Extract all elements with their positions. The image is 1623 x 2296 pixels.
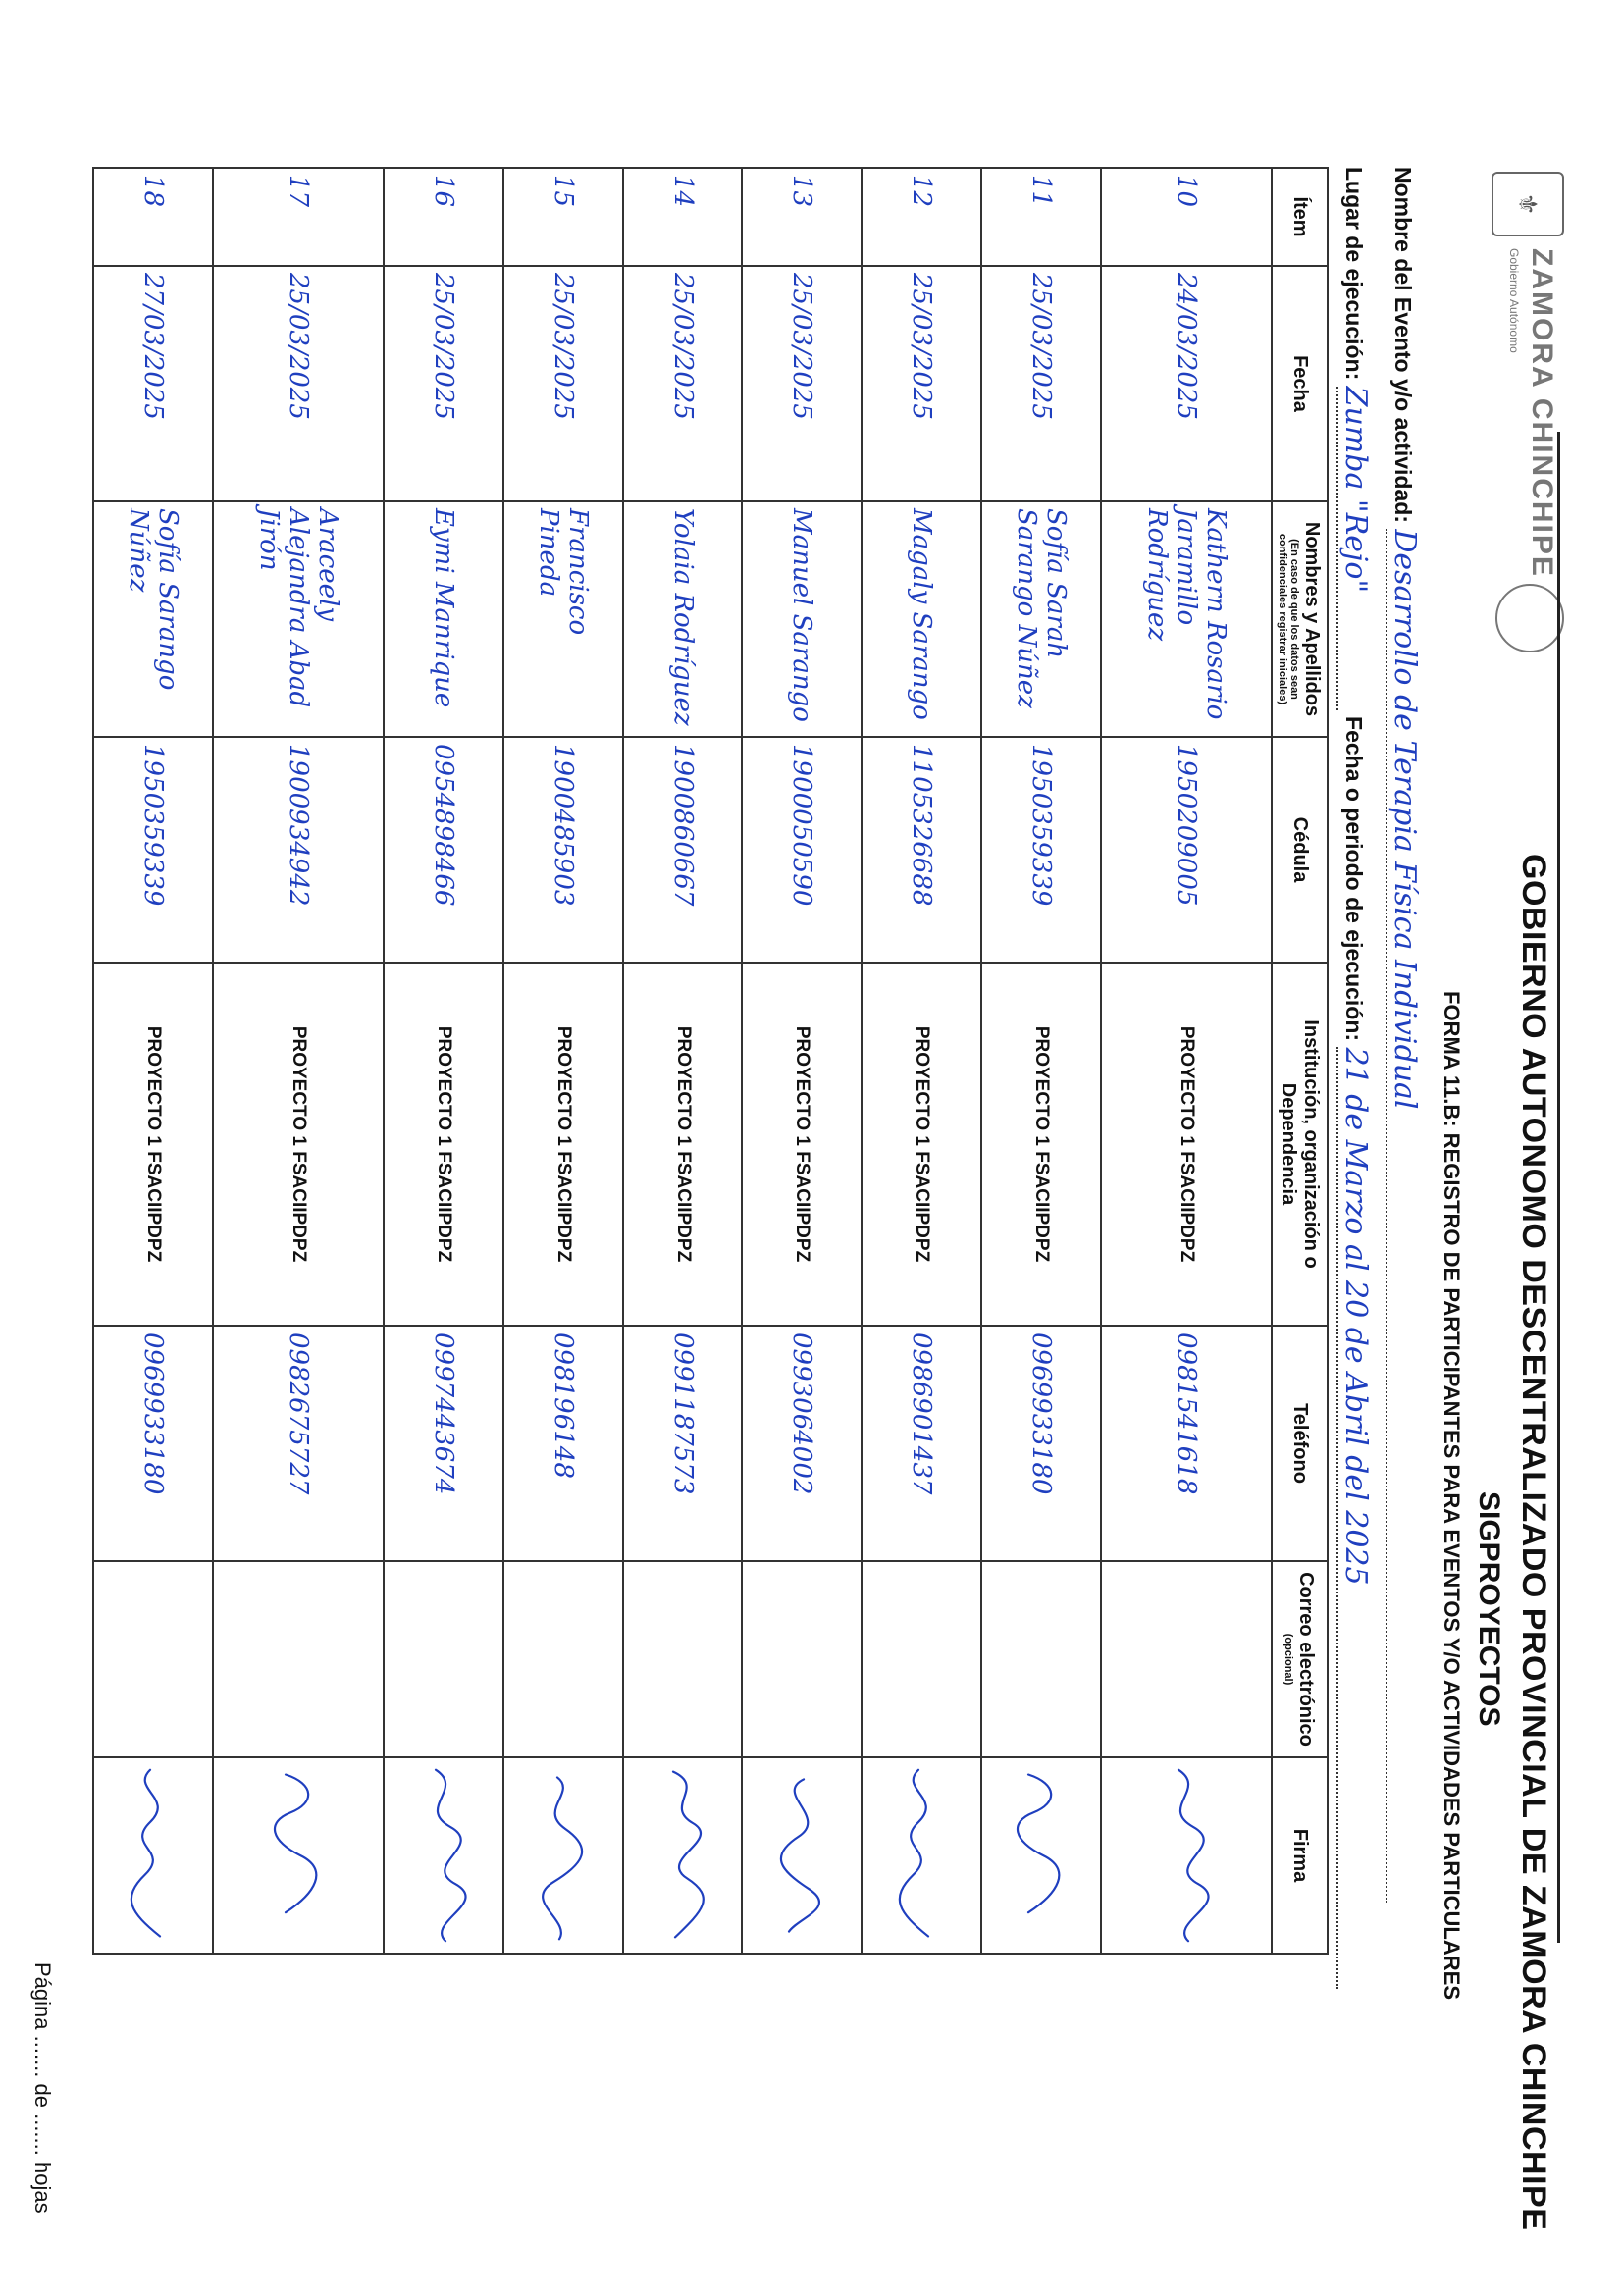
nombre-cell: Kathern Rosario Jaramillo Rodríguez — [1101, 501, 1272, 737]
institucion-cell: PROYECTO 1 FSACIIPDPZ — [213, 963, 384, 1326]
signature-cell — [981, 1757, 1101, 1954]
cedula-cell: 1950359339 — [981, 737, 1101, 963]
handwritten-signature — [267, 1760, 330, 1951]
place-value: Zumba "Rejo" — [1338, 386, 1373, 594]
signature-cell — [213, 1757, 384, 1954]
correo-cell — [981, 1561, 1101, 1757]
handwritten-signature — [890, 1760, 953, 1951]
table-row — [384, 168, 503, 1954]
nombre-cell: Francisco Pineda — [503, 501, 623, 737]
signature-cell — [862, 1757, 981, 1954]
table-row — [503, 168, 623, 1954]
fecha-cell: 25/03/2025 — [623, 266, 743, 501]
handwritten-signature — [532, 1760, 595, 1951]
institucion-cell: PROYECTO 1 FSACIIPDPZ — [1101, 963, 1272, 1326]
cedula-cell: 1900860667 — [623, 737, 743, 963]
place-label: Lugar de ejecución: — [1341, 167, 1367, 381]
table-row — [93, 168, 213, 1954]
header-correo-note: (opcional) — [1283, 1633, 1294, 1686]
table-row — [623, 168, 743, 1954]
telefono-cell: 0969933180 — [93, 1326, 213, 1561]
header-cedula: Cédula — [1272, 737, 1328, 963]
execution-field — [1336, 167, 1373, 1989]
form-title: FORMA 11.B: REGISTRO DE PARTICIPANTES PARA EVENTOS Y/O ACTIVIDADES PARTICULARES — [1440, 991, 1464, 2000]
institucion-cell: PROYECTO 1 FSACIIPDPZ — [503, 963, 623, 1326]
participants-table — [92, 167, 1329, 1955]
date-value: 21 de Marzo al 20 de Abril del 2025 — [1338, 1047, 1373, 1586]
table-row — [862, 168, 981, 1954]
signature-cell — [742, 1757, 862, 1954]
table-row — [981, 168, 1101, 1954]
cedula-cell: 1950209005 — [1101, 737, 1272, 963]
cedula-cell: 1105326688 — [862, 737, 981, 963]
header-nombres-label: Nombres y Apellidos — [1301, 521, 1323, 717]
item-cell: 17 — [213, 168, 384, 266]
signature-cell — [384, 1757, 503, 1954]
header-institucion: Institución, organización o Dependencia — [1272, 963, 1328, 1326]
institucion-cell: PROYECTO 1 FSACIIPDPZ — [742, 963, 862, 1326]
page-title: GOBIERNO AUTONOMO DESCENTRALIZADO PROVINCIAL DE ZAMORA CHINCHIPE — [1515, 854, 1552, 2231]
telefono-cell: 0993064002 — [742, 1326, 862, 1561]
table-header-row — [1272, 168, 1328, 1954]
institucion-cell: PROYECTO 1 FSACIIPDPZ — [623, 963, 743, 1326]
event-name-label: Nombre del Evento y/o actividad: — [1390, 167, 1416, 523]
handwritten-signature — [770, 1760, 833, 1951]
item-cell: 14 — [623, 168, 743, 266]
institucion-cell: PROYECTO 1 FSACIIPDPZ — [93, 963, 213, 1326]
telefono-cell: 0982675727 — [213, 1326, 384, 1561]
nombre-cell: Araceely Alejandra Abad Jirón — [213, 501, 384, 737]
fecha-cell: 25/03/2025 — [742, 266, 862, 501]
fecha-cell: 25/03/2025 — [503, 266, 623, 501]
correo-cell — [213, 1561, 384, 1757]
institucion-cell: PROYECTO 1 FSACIIPDPZ — [981, 963, 1101, 1326]
coat-of-arms-icon: ⚜ — [1492, 172, 1564, 236]
correo-cell — [384, 1561, 503, 1757]
telefono-cell: 0997443674 — [384, 1326, 503, 1561]
fecha-cell: 25/03/2025 — [384, 266, 503, 501]
event-name-field — [1386, 167, 1422, 1903]
header-fecha: Fecha — [1272, 266, 1328, 501]
correo-cell — [1101, 1561, 1272, 1757]
telefono-cell: 0986901437 — [862, 1326, 981, 1561]
fecha-cell: 25/03/2025 — [213, 266, 384, 501]
nombre-cell: Sofía Sarah Sarango Núñez — [981, 501, 1101, 737]
correo-cell — [862, 1561, 981, 1757]
cedula-cell: 0954898466 — [384, 737, 503, 963]
seal-icon — [1495, 584, 1564, 652]
table-row — [742, 168, 862, 1954]
telefono-cell: 098196148 — [503, 1326, 623, 1561]
telefono-cell: 0991187573 — [623, 1326, 743, 1561]
item-cell: 15 — [503, 168, 623, 266]
fecha-cell: 25/03/2025 — [981, 266, 1101, 501]
logo-subtext: Gobierno Autónomo — [1507, 248, 1521, 353]
signature-cell — [93, 1757, 213, 1954]
handwritten-signature — [652, 1760, 714, 1951]
nombre-cell: Sofía Sarango Núñez — [93, 501, 213, 737]
header-correo — [1272, 1561, 1328, 1757]
item-cell: 10 — [1101, 168, 1272, 266]
handwritten-signature — [1010, 1760, 1073, 1951]
nombre-cell: Manuel Sarango — [742, 501, 862, 737]
date-label: Fecha o periodo de ejecución: — [1341, 716, 1367, 1042]
page-subtitle: SIGPROYECTOS — [1473, 1491, 1505, 1727]
table-row — [213, 168, 384, 1954]
signature-cell — [503, 1757, 623, 1954]
nombre-cell: Eymi Manrique — [384, 501, 503, 737]
cedula-cell: 1900050590 — [742, 737, 862, 963]
fecha-cell: 25/03/2025 — [862, 266, 981, 501]
handwritten-signature — [1155, 1760, 1218, 1951]
header-item: Ítem — [1272, 168, 1328, 266]
logo-text: ZAMORA CHINCHIPE — [1526, 248, 1558, 578]
signature-cell — [623, 1757, 743, 1954]
correo-cell — [623, 1561, 743, 1757]
cedula-cell: 1900485903 — [503, 737, 623, 963]
signature-cell — [1101, 1757, 1272, 1954]
item-cell: 18 — [93, 168, 213, 266]
header-firma: Firma — [1272, 1757, 1328, 1954]
item-cell: 13 — [742, 168, 862, 266]
nombre-cell: Magaly Sarango — [862, 501, 981, 737]
telefono-cell: 0981541618 — [1101, 1326, 1272, 1561]
header-correo-label: Correo electrónico — [1295, 1572, 1317, 1747]
header-nombres-note: (En caso de que los datos sean confidenciales registrar iniciales) — [1277, 533, 1300, 705]
header-nombres — [1272, 501, 1328, 737]
header-rule — [1557, 432, 1560, 1943]
institucion-cell: PROYECTO 1 FSACIIPDPZ — [384, 963, 503, 1326]
cedula-cell: 1950359339 — [93, 737, 213, 963]
correo-cell — [93, 1561, 213, 1757]
telefono-cell: 0969933180 — [981, 1326, 1101, 1561]
header-telefono: Teléfono — [1272, 1326, 1328, 1561]
handwritten-signature — [412, 1760, 475, 1951]
item-cell: 12 — [862, 168, 981, 266]
header-logos — [1486, 172, 1564, 633]
item-cell: 11 — [981, 168, 1101, 266]
nombre-cell: Yolaia Rodríguez — [623, 501, 743, 737]
fecha-cell: 24/03/2025 — [1101, 266, 1272, 501]
cedula-cell: 1900934942 — [213, 737, 384, 963]
table-row — [1101, 168, 1272, 1954]
fecha-cell: 27/03/2025 — [93, 266, 213, 501]
page-counter: Página ....... de ....... hojas — [30, 1962, 55, 2214]
item-cell: 16 — [384, 168, 503, 266]
correo-cell — [503, 1561, 623, 1757]
correo-cell — [742, 1561, 862, 1757]
institucion-cell: PROYECTO 1 FSACIIPDPZ — [862, 963, 981, 1326]
handwritten-signature — [122, 1760, 184, 1951]
event-name-value: Desarrollo de Terapia Física Individual — [1387, 529, 1422, 1110]
